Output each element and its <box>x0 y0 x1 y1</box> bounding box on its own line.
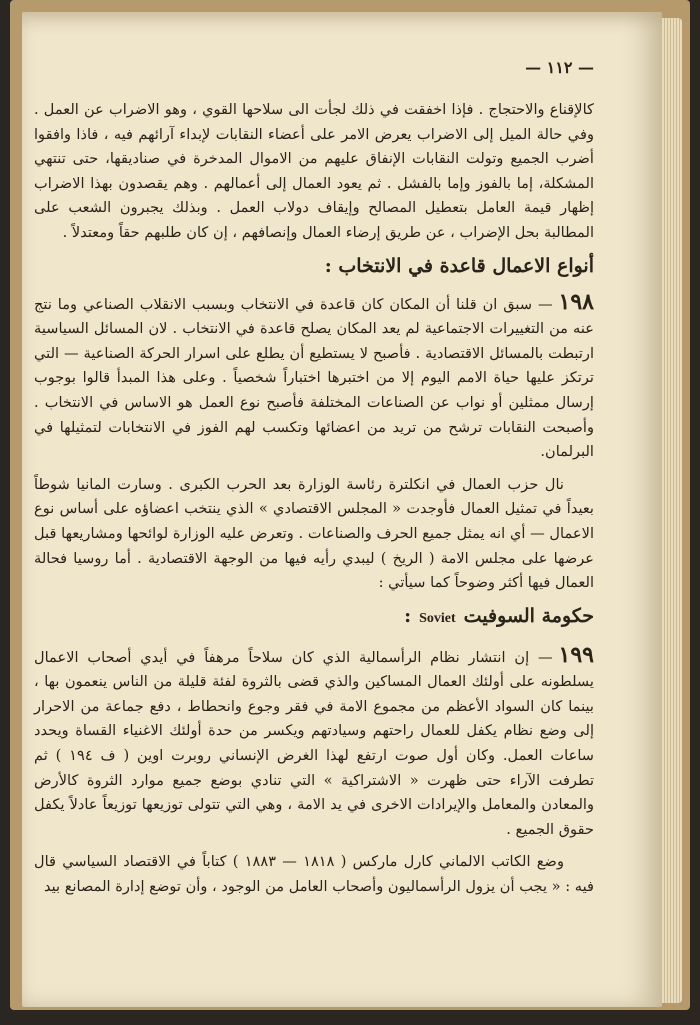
paragraph-number-198: ١٩٨ <box>558 288 594 315</box>
heading-soviet-government <box>34 602 594 633</box>
paragraph-198 <box>34 290 594 465</box>
heading-soviet-latin: Soviet <box>419 610 456 626</box>
paragraph-199-text: — إن انتشار نظام الرأسمالية الذي كان سلاحاً مرهفاً في أيدي أصحاب الاعمال يسلطونه على أولئك العمال المساكين والذي قضى بالثروة لفئة قليلة من الناس ينعمون بها ، بينما كان السواد الأعظم من مجموع الامة في فقر وجوع وانحطاط ، دفع جماعة من الاحرار إلى وضع نظام يكفل للعمال راحتهم وسيادتهم ويكسر من حدة أولئك الاغنياء القساة ويحدد ساعات العمل. وكان أول صوت ارتفع لهذا الغرض الإنساني روبرت اوين ( ف ١٩٤ ) ثم تطرفت الآراء حتى ظهرت « الاشتراكية » التي تنادي بوضع جميع موارد الثروة كالأرض والمعادن والمعامل والإيرادات الاخرى في يد الامة ، وهي التي تتولى توزيعها توزيعاً عادلاً يكفل حقوق الجميع . <box>34 648 594 838</box>
page-text <box>34 58 594 900</box>
page-number: — ١١٢ — <box>525 58 594 77</box>
heading-soviet-arabic: حكومة السوفيت <box>463 604 594 627</box>
paragraph-number-199: ١٩٩ <box>558 641 594 668</box>
heading-soviet-colon: : <box>404 604 412 627</box>
paragraph-strike-continuation: كالإقناع والاحتجاج . فإذا اخفقت في ذلك لجأت الى سلاحها القوي ، وهو الاضراب عن العمل . وفي حالة الميل إلى الاضراب يعرض الامر على أعضاء النقابات لإبداء آرائهم فيه ، فاذا وافقوا أضرب الجميع وتولت النقابات الإنفاق عليهم من الاموال المدخرة في صناديقها، حتى تنتهي المشكلة، إما بالفوز وإما بالفشل . ثم يعود العمال إلى أعمالهم . وهم يقصدون بهذا الاضراب إظهار قيمة العامل بتعطيل المصالح وإيقاف دولاب العمل . وبذلك يجبرون الشعب على المطالبة بحل الإضراب ، عن طريق إرضاء العمال وإنصافهم ، إن كان طلبهم حقاً ومعتدلاً . <box>34 101 594 241</box>
paragraph-199 <box>34 643 594 843</box>
paragraph-198-text: — سبق ان قلنا أن المكان كان قاعدة في الانتخاب وبسبب الانقلاب الصناعي وما نتج عنه من التغييرات الاجتماعية لم يعد المكان يصلح قاعدة في الانتخاب . لان المسائل السياسية ارتبطت بالمسائل الاقتصادية . فأصبح لا يستطيع أن يطلع على اسرار الحركة الصناعية — التي ترتكز عليها حياة الامم اليوم إلا من اختبرها اختباراً شخصياً . وعلى هذا المبدأ قالوا بوجوب إرسال ممثلين أو نواب عن الصناعات المختلفة فأصبح نوع العمل هو الاساس في الانتخاب . وأصبحت النقابات ترشح من تريد من اعضائها وتكسب لهم الفوز في الانتخابات لتمثيلها في البرلمان. <box>34 295 594 461</box>
paragraph-labour-parties: نال حزب العمال في انكلترة رئاسة الوزارة بعد الحرب الكبرى . وسارت المانيا شوطاً بعيداً في تمثيل العمال فأوجدت « المجلس الاقتصادي » الذي ينتخب اعضاؤه على أساس نوع الاعمال — أي انه يمثل جميع الحرف والصناعات . وتعرض عليه الوزارة لوائحها ومشاريعها قبل عرضها على مجلس الامة ( الريخ ) ليبدي رأيه فيها من الوجهة الاقتصادية . أما روسيا فحالة العمال فيها أكثر وضوحاً كما سيأتي : <box>34 475 594 592</box>
heading-work-types: أنواع الاعمال قاعدة في الانتخاب : <box>324 254 594 277</box>
paragraph-marx: وضع الكاتب الالماني كارل ماركس ( ١٨١٨ — ١٨٨٣ ) كتاباً في الاقتصاد السياسي قال فيه : « يجب أن يزول الرأسماليون وأصحاب العامل من الوجود ، وأن توضع إدارة المصانع بيد <box>34 853 594 896</box>
